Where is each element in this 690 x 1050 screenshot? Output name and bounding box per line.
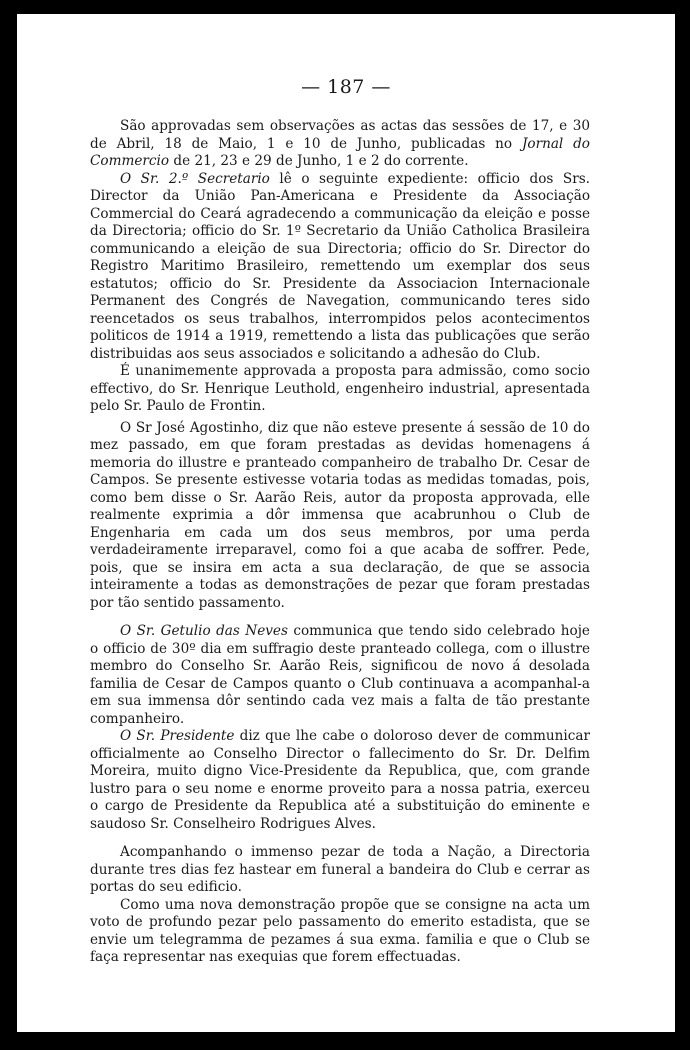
paragraph-text: Acompanhando o immenso pezar de toda a Nação, a Directoria durante tres dias fez hastear em funeral a bandeira do Club e cerrar as portas do seu edificio. — [90, 844, 590, 895]
paragraph-text: Como uma nova demonstração propõe que se consigne na acta um voto de profundo pezar pelo passamento do emerito estadista, que se envie um telegramma de pezames á sua exma. familia e que o Club se faça representar nas exequias que forem effectuadas. — [90, 896, 590, 965]
paragraph-expediente — [90, 171, 590, 364]
document-page — [17, 14, 675, 1032]
paragraph-text: diz que lhe cabe o doloroso dever de communicar officialmente ao Conselho Director o fallecimento do Sr. Dr. Delfim Moreira, muito digno Vice-Presidente da Republica, que, com grande lustro para o seu nome e enorme proveito para a nossa patria, exerceu o cargo de Presidente da Republica até a substituição do eminente e saudoso Sr. Conselheiro Rodrigues Alves. — [90, 728, 590, 832]
paragraph-text: de 21, 23 e 29 de Junho, 1 e 2 do corrente. — [169, 153, 469, 169]
paragraph-directoria-funeral — [90, 844, 590, 897]
paragraph-jose-agostinho — [90, 420, 590, 613]
paragraph-admission — [90, 363, 590, 416]
speaker-name: O Sr. 2.º Secretario — [120, 170, 270, 187]
paragraph-text: O Sr José Agostinho, diz que não esteve presente á sessão de 10 do mez passado, em que foram prestadas as devidas homenagens á memoria do illustre e pranteado companheiro de trabalho Dr. Cesar de Campos. Se presente estivesse votaria todas as medidas tomadas, pois, como bem disse o Sr. Aarão Reis, autor da proposta approvada, elle realmente exprimia a dôr immensa que acabrunhou o Club de Engenharia em cada um dos seus membros, por uma perda verdadeiramente irreparavel, como foi a que acaba de soffrer. Pede, pois, que se insira em acta a sua declaração, de que se associa inteiramente a todas as demonstrações de pezar que foram prestadas por tão sentido passamento. — [90, 419, 590, 611]
paragraph-text: É unanimemente approvada a proposta para admissão, como socio effectivo, do Sr. Henrique Leuthold, engenheiro industrial, apresentada pelo Sr. Paulo de Frontin. — [90, 363, 590, 414]
paragraph-getulio-das-neves — [90, 623, 590, 728]
paragraph-text: communica que tendo sido celebrado hoje o officio de 30º dia em suffragio deste pranteado collega, com o illustre membro do Conselho Sr. Aarão Reis, significou de novo á desolada familia de Cesar de Campos quanto o Club continuava a acompanhal-a em sua immensa dôr sentindo cada vez mais a falta de tão prestante companheiro. — [90, 623, 590, 727]
page-number: — 187 — — [301, 76, 391, 98]
paragraph-actas-approval — [90, 118, 590, 171]
speaker-name: O Sr. Presidente — [120, 728, 235, 744]
paragraph-voto-pezar — [90, 897, 590, 967]
speaker-name: O Sr. Getulio das Neves — [120, 623, 288, 639]
page-body — [90, 118, 590, 967]
paragraph-presidente — [90, 728, 590, 833]
paragraph-text: lê o seguinte expediente: officio dos Srs. Director da União Pan-Americana e Presidente da Associação Commercial do Ceará agradecendo a communicação da eleição e posse da Directoria; officio do Sr. 1º Secretario da União Catholica Brasileira communicando a eleição de sua Directoria; officio do Sr. Director do Registro Maritimo Brasileiro, remettendo um exemplar dos seus estatutos; officio do Sr. Presidente da Associacion Internacionale Permanent des Congrés de Navegation, communicando teres sido reencetados os seus trabalhos, interrompidos pelos acontecimentos politicos de 1914 a 1919, remettendo a lista das publicações que serão distribuidas aos seus associados e solicitando a adhesão do Club. — [90, 170, 590, 362]
paragraph-text: São approvadas sem observações as actas das sessões de 17, e 30 de Abril, 18 de Maio, 1 e 10 de Junho, publicadas no — [90, 118, 590, 152]
newspaper-name: Jornal do Commercio — [90, 135, 590, 169]
